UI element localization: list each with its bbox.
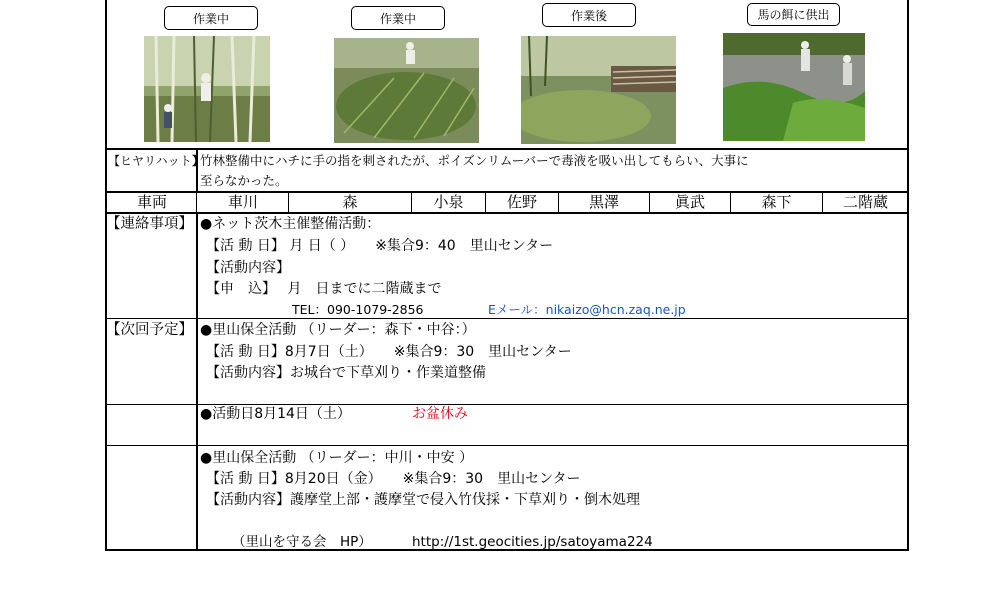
vehicle-header: 車両 [136, 193, 167, 211]
photo-label-3: 作業後 [542, 3, 636, 27]
hiyari-text-line1: 竹林整備中にハチに手の指を刺されたが、ポイズンリムーバーで毒液を吸い出してもらい、大事に [200, 153, 749, 168]
photo-horse-feed [723, 33, 865, 141]
rule-veh-0 [196, 191, 197, 213]
photo-label-2: 作業中 [351, 6, 445, 30]
next-b-date: ●活動日8月14日（土） [200, 406, 351, 422]
vehicle-name: 森 [342, 193, 358, 211]
vehicle-name: 眞武 [674, 193, 705, 211]
notice-label: 【連絡事項】 [106, 216, 193, 232]
rule-hiyari-top [106, 148, 908, 150]
notice-tel: TEL：090-1079-2856 [292, 302, 424, 317]
notice-apply: 【申 込】 月 日までに二階蔵まで [206, 281, 442, 297]
hiyari-label: 【ヒヤリハット】 [108, 154, 204, 168]
vehicle-name: 黒澤 [588, 193, 619, 211]
hp-url-link[interactable]: http://1st.geocities.jp/satoyama224 [412, 534, 653, 550]
next-c-title: ●里山保全活動 （リーダー：中川・中安 ） [200, 450, 474, 466]
notice-date: 【活 動 日】 月 日（ ） ※集合9：40 里山センター [206, 238, 554, 254]
vehicle-name: 森下 [761, 193, 792, 211]
vehicle-name: 佐野 [506, 193, 537, 211]
notice-content: 【活動内容】 [206, 260, 290, 276]
next-label: 【次回予定】 [106, 322, 193, 338]
rule-label-divider [196, 212, 198, 551]
photo-label-1: 作業中 [164, 6, 258, 30]
notice-title: ●ネット茨木主催整備活動： [200, 216, 381, 232]
next-c-date: 【活 動 日】8月20日（金） ※集合9：30 里山センター [206, 471, 581, 487]
photo-after-work [521, 36, 676, 144]
vehicle-name: 車川 [227, 193, 258, 211]
next-a-date: 【活 動 日】8月7日（土） ※集合9：30 里山センター [206, 344, 572, 360]
photo-label-4: 馬の餌に供出 [747, 3, 840, 26]
hiyari-text-line2: 至らなかった。 [200, 173, 288, 188]
photo-bamboo-work-1 [144, 36, 270, 142]
vehicle-name: 小泉 [433, 193, 464, 211]
next-b-note: お盆休み [412, 406, 468, 422]
next-a-title: ●里山保全活動 （リーダー：森下・中谷：） [200, 322, 476, 338]
photo-bamboo-work-2 [334, 38, 479, 143]
hp-label: （里山を守る会 HP） [232, 534, 372, 550]
notice-email-link[interactable]: Eメール：nikaizo@hcn.zaq.ne.jp [488, 302, 686, 317]
next-a-content: 【活動内容】お城台で下草刈り・作業道整備 [206, 365, 486, 381]
vehicle-name: 二階蔵 [842, 193, 888, 211]
next-c-content: 【活動内容】護摩堂上部・護摩堂で侵入竹伐採・下草刈り・倒木処理 [206, 492, 640, 508]
rule-next-b-bottom [106, 445, 908, 446]
